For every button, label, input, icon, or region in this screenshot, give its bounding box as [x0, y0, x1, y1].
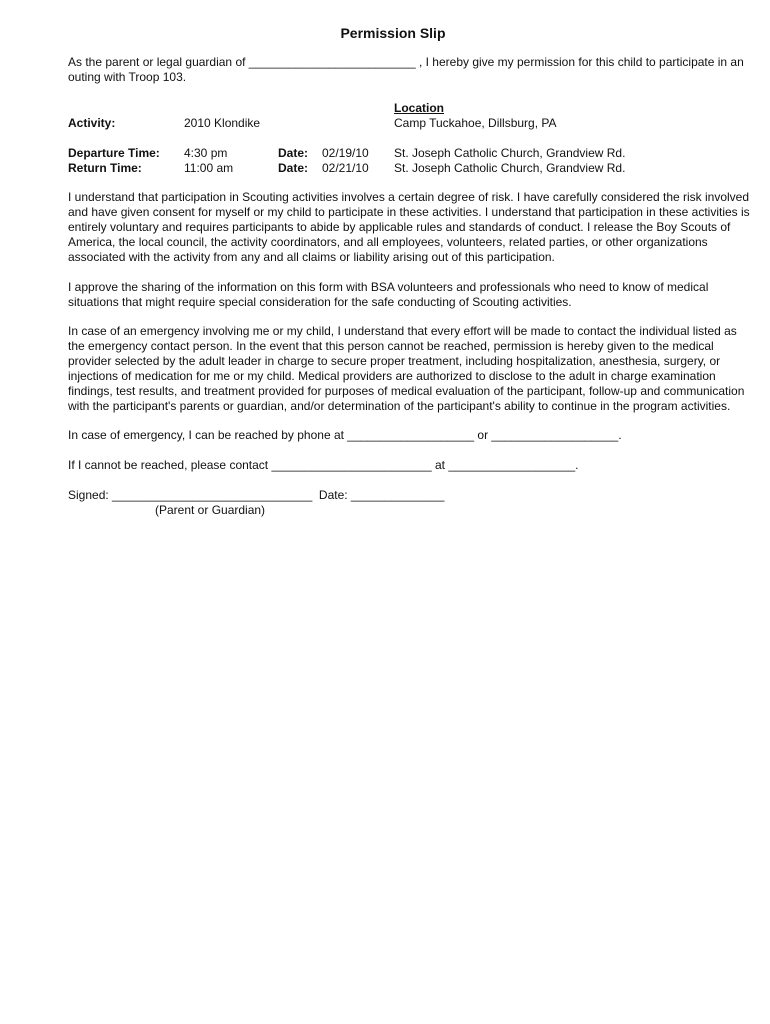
- paragraph-line: provider selected by the adult leader in charge to secure proper treatment, including hospitalization, anesthesia, surgery, or: [68, 354, 721, 368]
- return-time-value: 11:00 am: [184, 161, 234, 175]
- paragraph-line: the emergency contact person. In the event that this person cannot be reached, permission is hereby given to the medical: [68, 339, 714, 353]
- paragraph-line: injections of medication for me or my child. Medical providers are authorized to disclose to the adult in charge examination: [68, 369, 716, 383]
- return-date-value: 02/21/10: [322, 161, 369, 175]
- intro-paragraph: [68, 55, 770, 85]
- departure-date-label: Date:: [278, 146, 309, 160]
- paragraph-line: I understand that participation in Scouting activities involves a certain degree of risk. I have carefully considered the risk involved: [68, 190, 750, 204]
- departure-time-value: 4:30 pm: [184, 146, 228, 160]
- signature-caption: (Parent or Guardian): [155, 503, 266, 517]
- phone-line-text: In case of emergency, I can be reached by phone at ___________________ or ___________________.: [68, 428, 622, 442]
- paragraph-line: In case of an emergency involving me or my child, I understand that every effort will be made to contact the individual listed as: [68, 324, 737, 338]
- paragraph-line: findings, test results, and treatment provided for purposes of medical evaluation of the participant, follow-up and communication: [68, 384, 745, 398]
- departure-time-label: Departure Time:: [68, 146, 160, 160]
- location-header: Location: [394, 101, 444, 115]
- contact-line-text: If I cannot be reached, please contact ________________________ at ___________________.: [68, 458, 579, 472]
- activity-location: Camp Tuckahoe, Dillsburg, PA: [394, 116, 557, 130]
- page-title: Permission Slip: [340, 25, 446, 41]
- paragraph-line: America, the local council, the activity coordinators, and all employees, volunteers, related parties, or other organizations: [68, 235, 708, 249]
- paragraph-line: entirely voluntary and requires participants to abide by applicable rules and standards of conduct. I release the Boy Scouts of: [68, 220, 731, 234]
- intro-line: As the parent or legal guardian of _________________________ , I hereby give my permission for this child to participate in an: [68, 55, 744, 69]
- departure-location: St. Joseph Catholic Church, Grandview Rd.: [394, 146, 626, 160]
- activity-label: Activity:: [68, 116, 116, 130]
- intro-line: outing with Troop 103.: [68, 70, 187, 84]
- emergency-contact-line: [68, 458, 770, 473]
- activity-value: 2010 Klondike: [184, 116, 261, 130]
- emergency-phone-line: [68, 428, 770, 443]
- departure-date-value: 02/19/10: [322, 146, 369, 160]
- sharing-paragraph: [68, 280, 770, 310]
- paragraph-line: I approve the sharing of the information on this form with BSA volunteers and professionals who need to know of medical: [68, 280, 709, 294]
- signature-line-text: Signed: ______________________________ Date: ______________: [68, 488, 445, 502]
- return-time-label: Return Time:: [68, 161, 142, 175]
- emergency-paragraph: [68, 324, 770, 414]
- signature-line: [68, 488, 770, 503]
- paragraph-line: associated with the activity from any and all claims or liability arising out of this participation.: [68, 250, 555, 264]
- return-date-label: Date:: [278, 161, 309, 175]
- return-location: St. Joseph Catholic Church, Grandview Rd.: [394, 161, 626, 175]
- risk-paragraph: [68, 190, 770, 265]
- paragraph-line: situations that might require special consideration for the safe conducting of Scouting activities.: [68, 295, 572, 309]
- paragraph-line: with the participant's parents or guardian, and/or determination of the participant's ability to continue in the program activities.: [68, 399, 731, 413]
- paragraph-line: and have given consent for myself or my child to participate in these activities. I understand that participation in these activities is: [68, 205, 750, 219]
